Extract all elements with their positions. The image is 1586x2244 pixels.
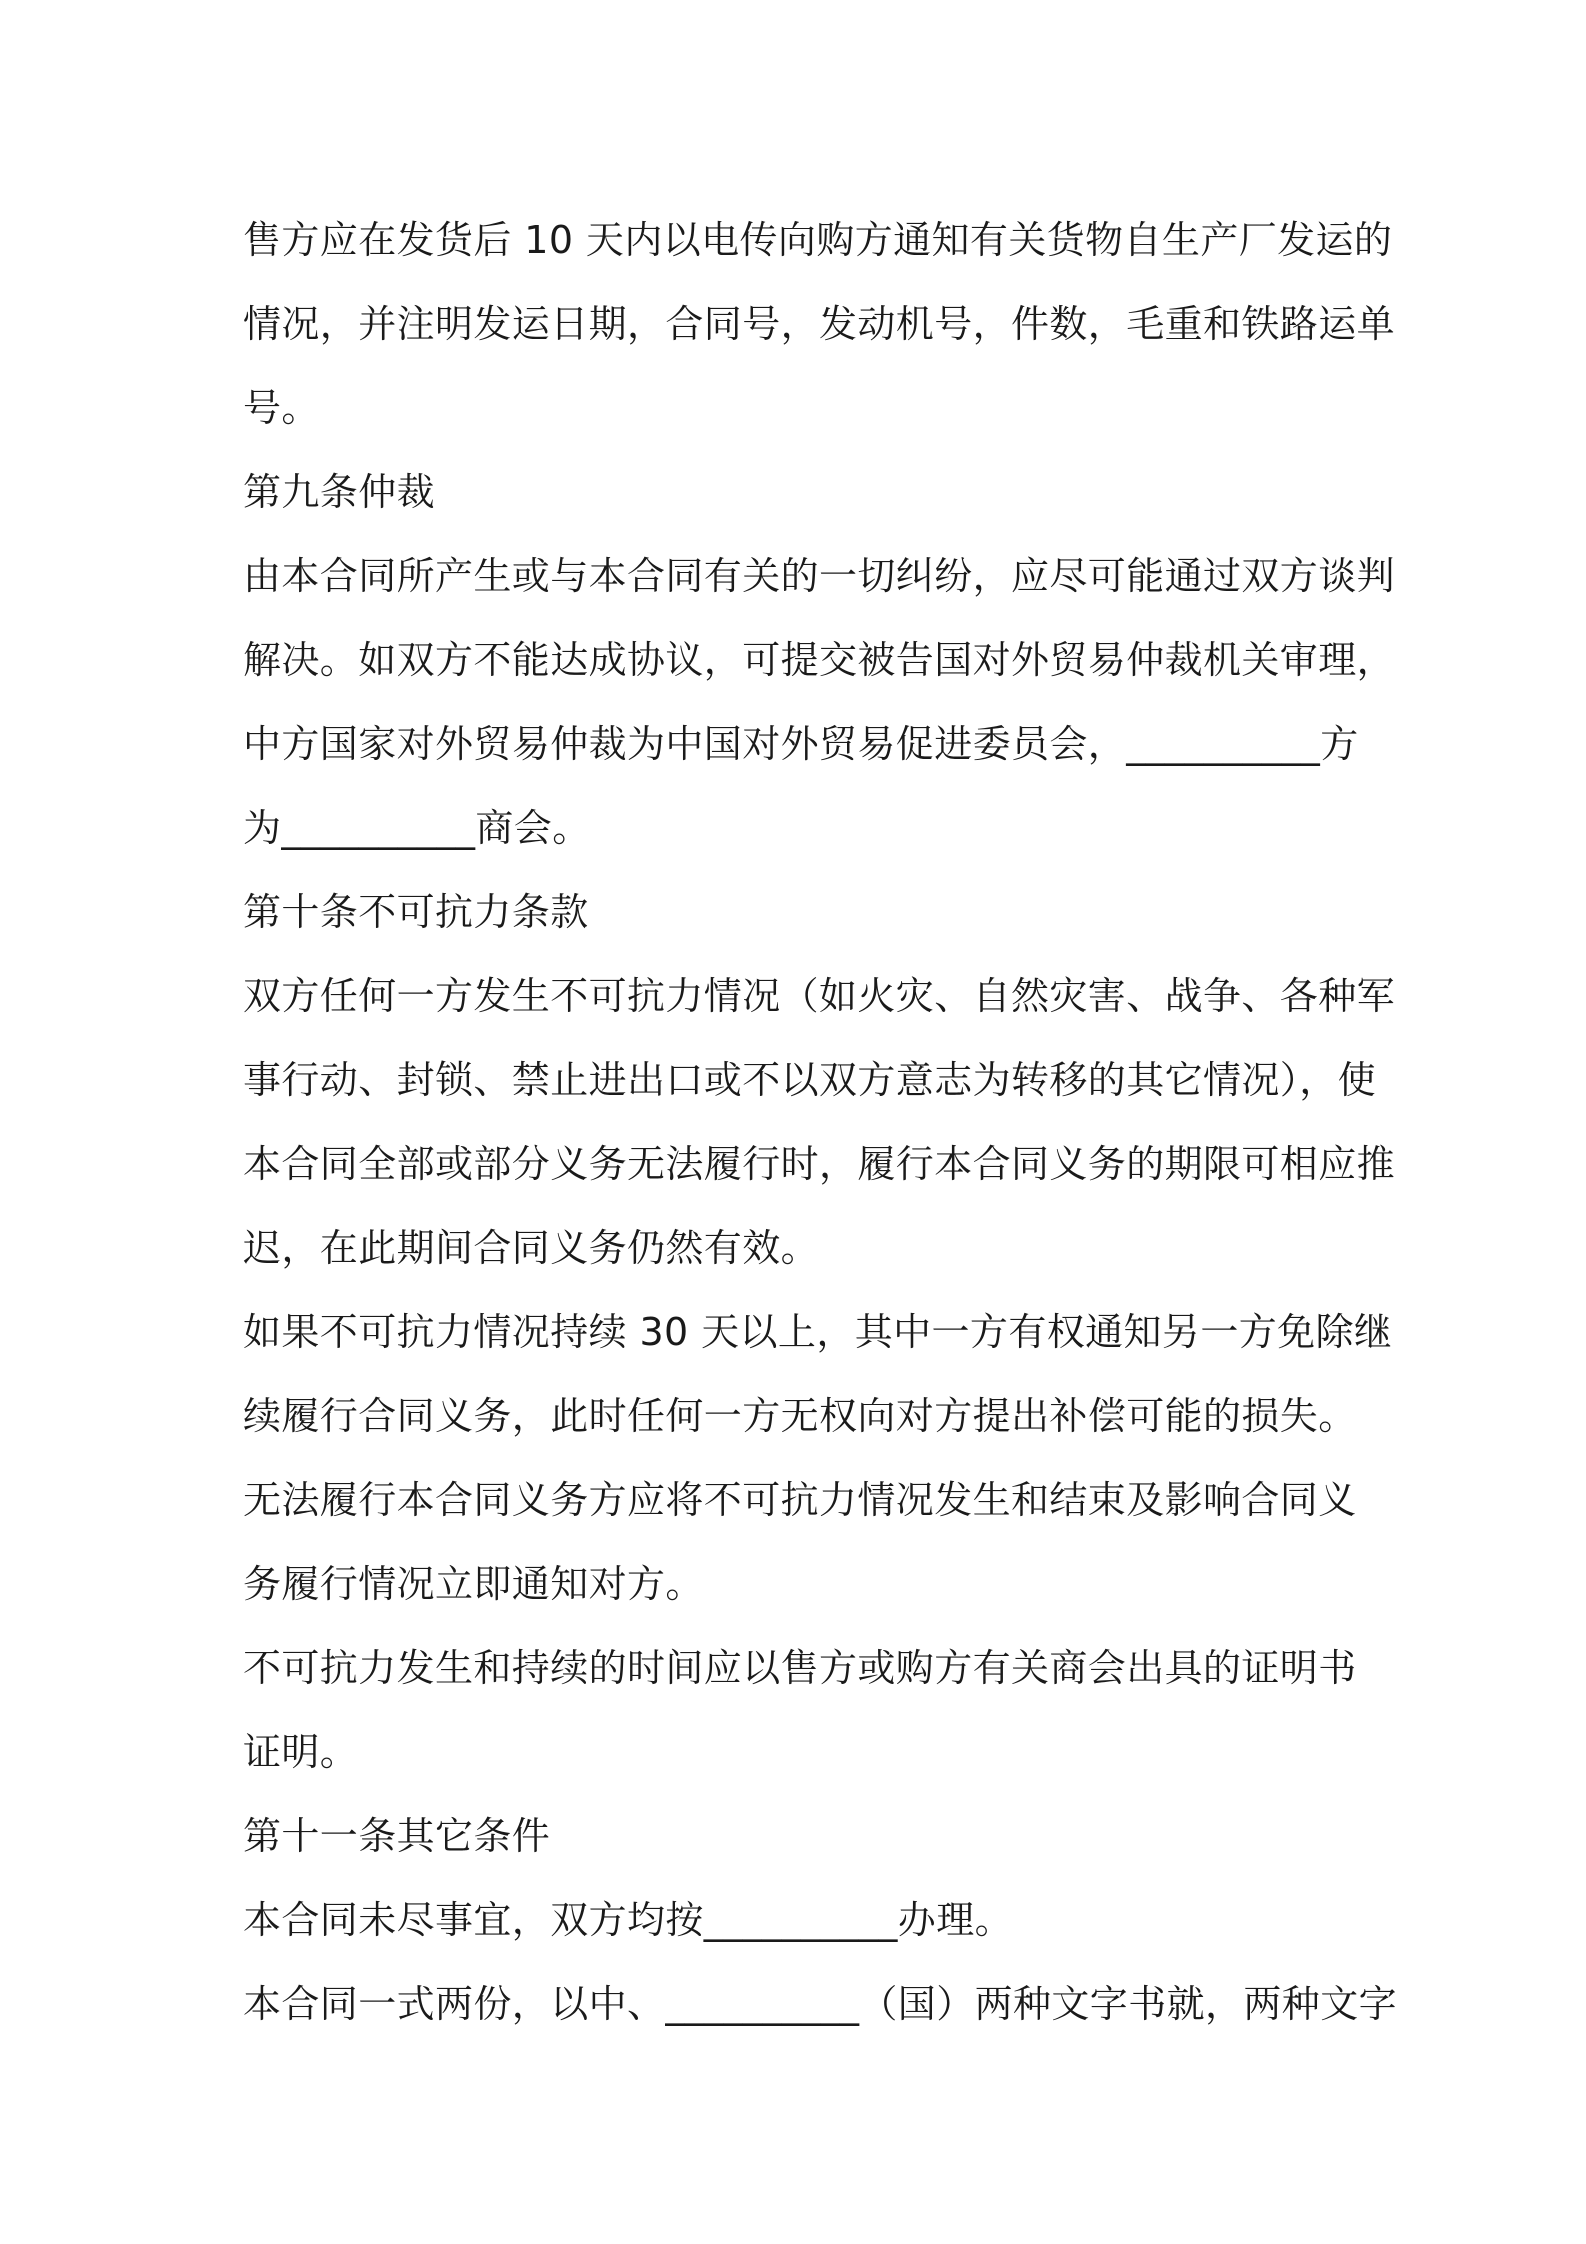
contract-text xyxy=(243,198,1398,2046)
paragraph-line: 如果不可抗力情况持续 30 天以上，其中一方有权通知另一方免除继 xyxy=(243,1310,1393,1354)
paragraph-line: 解决。如双方不能达成协议，可提交被告国对外贸易仲裁机关审理， xyxy=(243,638,1396,682)
paragraph-line: 无法履行本合同义务方应将不可抗力情况发生和结束及影响合同义 xyxy=(243,1478,1357,1522)
paragraph-line: 为__________商会。 xyxy=(243,806,591,850)
paragraph-line: 迟，在此期间合同义务仍然有效。 xyxy=(243,1226,820,1270)
paragraph-line: 双方任何一方发生不可抗力情况（如火灾、自然灾害、战争、各种军 xyxy=(243,974,1396,1018)
paragraph-line: 售方应在发货后 10 天内以电传向购方通知有关货物自生产厂发运的 xyxy=(243,218,1393,262)
paragraph-line: 由本合同所产生或与本合同有关的一切纠纷，应尽可能通过双方谈判 xyxy=(243,554,1396,598)
paragraph-line: 号。 xyxy=(243,386,320,430)
section-heading-force-majeure: 第十条不可抗力条款 xyxy=(243,890,589,934)
paragraph-line: 务履行情况立即通知对方。 xyxy=(243,1562,704,1606)
paragraph-line: 本合同一式两份，以中、__________（国）两种文字书就，两种文字 xyxy=(243,1982,1398,2026)
paragraph-line: 事行动、封锁、禁止进出口或不以双方意志为转移的其它情况），使 xyxy=(243,1058,1377,1102)
paragraph-line: 情况，并注明发运日期，合同号，发动机号，件数，毛重和铁路运单 xyxy=(243,302,1396,346)
paragraph-line: 续履行合同义务，此时任何一方无权向对方提出补偿可能的损失。 xyxy=(243,1394,1357,1438)
paragraph-line: 本合同未尽事宜，双方均按__________办理。 xyxy=(243,1898,1014,1942)
section-heading-other-conditions: 第十一条其它条件 xyxy=(243,1814,551,1858)
paragraph-line: 证明。 xyxy=(243,1730,359,1774)
paragraph-line: 中方国家对外贸易仲裁为中国对外贸易促进委员会，__________方 xyxy=(243,722,1359,766)
paragraph-line: 本合同全部或部分义务无法履行时，履行本合同义务的期限可相应推 xyxy=(243,1142,1396,1186)
section-heading-arbitration: 第九条仲裁 xyxy=(243,470,436,514)
paragraph-line: 不可抗力发生和持续的时间应以售方或购方有关商会出具的证明书 xyxy=(243,1646,1357,1690)
